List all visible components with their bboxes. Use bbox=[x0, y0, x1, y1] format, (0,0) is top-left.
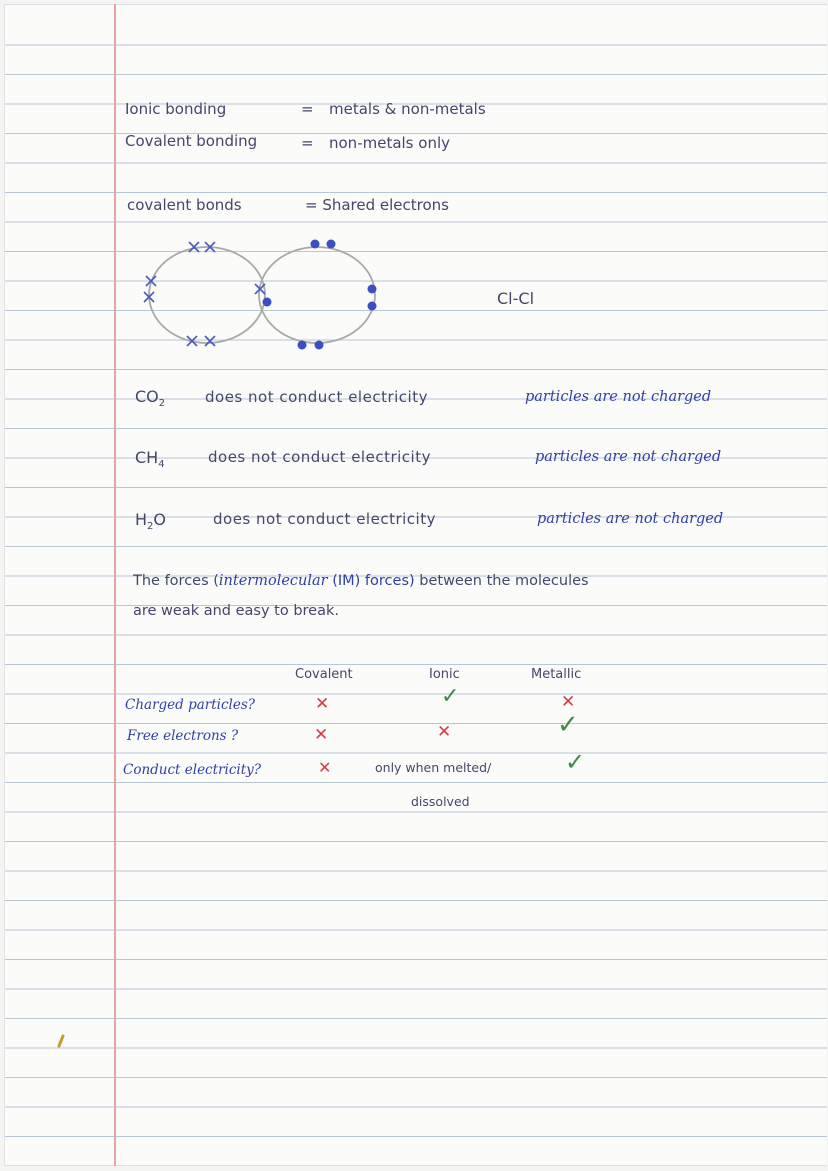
co2-formula-sub: 2 bbox=[158, 398, 166, 410]
row-label-free-electrons: Free electrons ? bbox=[127, 728, 239, 744]
h2o-formula-end: O bbox=[153, 510, 166, 529]
forces-line-2: are weak and easy to break. bbox=[133, 603, 339, 619]
tick-mark: ✓ bbox=[441, 684, 460, 709]
covalent-bonds-term: covalent bonds bbox=[127, 196, 242, 214]
forces-intermolecular: intermolecular bbox=[218, 573, 328, 589]
tick-mark: ✓ bbox=[565, 748, 586, 776]
cross-mark: ✕ bbox=[561, 692, 576, 712]
header-metallic: Metallic bbox=[531, 667, 582, 682]
h2o-statement: does not conduct electricity bbox=[213, 510, 436, 528]
h2o-formula-main: H bbox=[135, 510, 148, 529]
co2-formula-main: CO bbox=[135, 387, 159, 406]
covalent-bonding-term: Covalent bonding bbox=[125, 132, 258, 150]
covalent-bonds-definition: = Shared electrons bbox=[305, 196, 450, 214]
chlorine-atom-left-shell bbox=[149, 247, 265, 343]
cross-mark: ✕ bbox=[314, 725, 329, 745]
co2-formula bbox=[135, 389, 165, 409]
tick-mark: ✓ bbox=[557, 710, 579, 740]
h2o-formula-sub: 2 bbox=[147, 521, 154, 533]
header-covalent: Covalent bbox=[295, 667, 353, 682]
cross-mark: ✕ bbox=[437, 722, 452, 742]
dot-electrons bbox=[263, 240, 377, 350]
ch4-formula bbox=[135, 450, 165, 470]
forces-line-1-end: between the molecules bbox=[419, 573, 589, 589]
cl2-dot-cross-diagram bbox=[5, 4, 827, 404]
forces-line-1 bbox=[133, 574, 589, 589]
co2-reason: particles are not charged bbox=[525, 389, 712, 405]
chlorine-atom-right-shell bbox=[259, 247, 375, 343]
row-label-conduct-electricity: Conduct electricity? bbox=[123, 762, 261, 778]
covalent-bonding-equals: = bbox=[301, 134, 314, 152]
ionic-bonding-term: Ionic bonding bbox=[125, 100, 227, 118]
ionic-conduct-note-line-2: dissolved bbox=[411, 794, 470, 809]
header-ionic: Ionic bbox=[429, 667, 460, 682]
forces-line-1-start: The forces ( bbox=[133, 573, 219, 589]
forces-im: (IM) forces) bbox=[332, 573, 415, 589]
ionic-bonding-equals: = bbox=[301, 100, 314, 118]
pen-mark bbox=[55, 1034, 67, 1050]
h2o-reason: particles are not charged bbox=[537, 511, 724, 527]
covalent-bonding-definition: non-metals only bbox=[329, 134, 450, 152]
h2o-formula bbox=[135, 512, 166, 532]
cross-mark: ✕ bbox=[315, 694, 330, 714]
ionic-bonding-definition: metals & non-metals bbox=[329, 100, 486, 118]
co2-statement: does not conduct electricity bbox=[205, 388, 428, 406]
ionic-conduct-note-line-1: only when melted/ bbox=[375, 760, 492, 775]
row-label-charged-particles: Charged particles? bbox=[125, 697, 256, 713]
ch4-formula-main: CH bbox=[135, 448, 159, 467]
ch4-formula-sub: 4 bbox=[158, 459, 165, 471]
ch4-reason: particles are not charged bbox=[535, 449, 722, 465]
notebook-page bbox=[4, 4, 827, 1166]
ch4-statement: does not conduct electricity bbox=[208, 448, 431, 466]
cross-mark: ✕ bbox=[318, 758, 332, 777]
diagram-label: Cl-Cl bbox=[497, 289, 535, 308]
